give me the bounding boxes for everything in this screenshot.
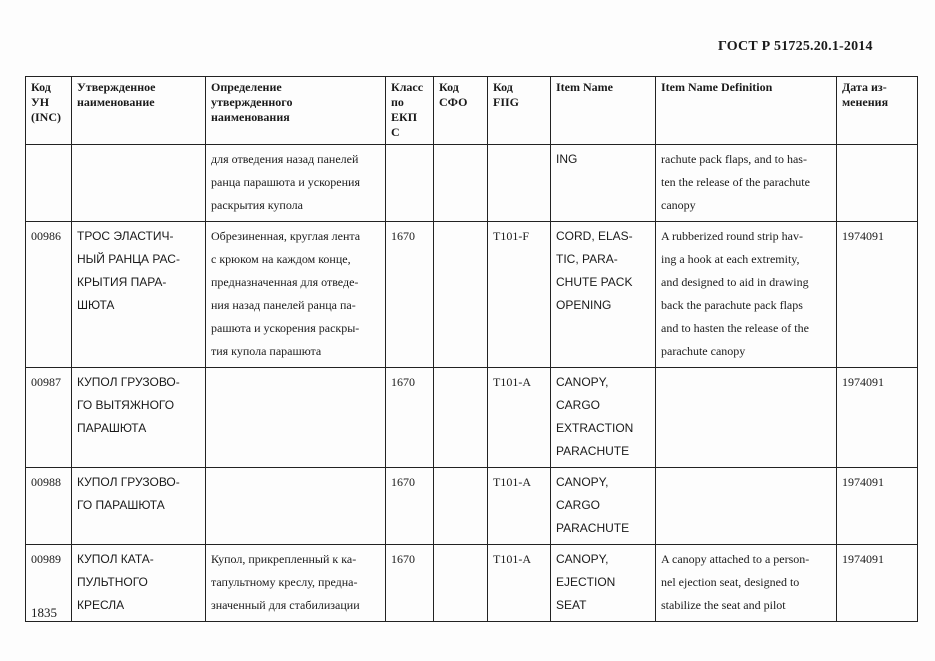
cell-definition: Обрезиненная, круглая лента с крюком на каждом конце, предназначенная для отведе- ния назад панелей ранца па- рашюта и ускорения раскры- тия купола парашюта (206, 222, 386, 368)
col-header-definition: Определение утвержденного наименования (206, 77, 386, 145)
table-row (26, 368, 918, 468)
cell-code: 00988 (26, 468, 72, 545)
cell-class: 1670 (386, 368, 434, 468)
cell-class: 1670 (386, 222, 434, 368)
cell-fiig (488, 145, 551, 222)
cell-item-name: CORD, ELAS- TIC, PARA- CHUTE PACK OPENING (551, 222, 656, 368)
cell-item-definition: A canopy attached to a person- nel ejection seat, designed to stabilize the seat and pilot (656, 545, 837, 622)
cell-name: ТРОС ЭЛАСТИЧ- НЫЙ РАНЦА РАС- КРЫТИЯ ПАРА- ШЮТА (72, 222, 206, 368)
cell-definition: Купол, прикрепленный к ка- тапультному креслу, предна- значенный для стабилизации (206, 545, 386, 622)
cell-sfo (434, 222, 488, 368)
cell-fiig: T101-F (488, 222, 551, 368)
cell-fiig: T101-A (488, 468, 551, 545)
table-row (26, 222, 918, 368)
cell-sfo (434, 468, 488, 545)
cell-sfo (434, 545, 488, 622)
cell-date: 1974091 (837, 368, 918, 468)
cell-class (386, 145, 434, 222)
col-header-item-definition: Item Name Definition (656, 77, 837, 145)
col-header-date: Дата из- менения (837, 77, 918, 145)
table-row (26, 145, 918, 222)
cell-definition (206, 368, 386, 468)
cell-fiig: T101-A (488, 545, 551, 622)
document-code: ГОСТ Р 51725.20.1-2014 (718, 39, 873, 54)
cell-item-definition (656, 468, 837, 545)
cell-class: 1670 (386, 545, 434, 622)
cell-name: КУПОЛ ГРУЗОВО- ГО ВЫТЯЖНОГО ПАРАШЮТА (72, 368, 206, 468)
cell-date: 1974091 (837, 468, 918, 545)
cell-date: 1974091 (837, 545, 918, 622)
cell-name: КУПОЛ ГРУЗОВО- ГО ПАРАШЮТА (72, 468, 206, 545)
cell-date (837, 145, 918, 222)
cell-code: 00987 (26, 368, 72, 468)
cell-definition (206, 468, 386, 545)
cell-item-name: ING (551, 145, 656, 222)
table-row (26, 468, 918, 545)
table-header-row (26, 77, 918, 145)
col-header-class: Класс по ЕКП С (386, 77, 434, 145)
cell-item-name: CANOPY, CARGO EXTRACTION PARACHUTE (551, 368, 656, 468)
col-header-fiig: Код FIIG (488, 77, 551, 145)
col-header-approved-name: Утвержденное наименование (72, 77, 206, 145)
col-header-item-name: Item Name (551, 77, 656, 145)
cell-item-definition (656, 368, 837, 468)
cell-sfo (434, 145, 488, 222)
col-header-inc: Код УН (INC) (26, 77, 72, 145)
cell-item-definition: A rubberized round strip hav- ing a hook at each extremity, and designed to aid in drawing back the parachute pack flaps and to hasten the release of the parachute canopy (656, 222, 837, 368)
cell-code (26, 145, 72, 222)
cell-definition: для отведения назад панелей ранца парашюта и ускорения раскрытия купола (206, 145, 386, 222)
table-row (26, 545, 918, 622)
cell-name (72, 145, 206, 222)
cell-item-name: CANOPY, EJECTION SEAT (551, 545, 656, 622)
nomenclature-table (25, 76, 918, 622)
cell-fiig: T101-A (488, 368, 551, 468)
page-number: 1835 (31, 605, 57, 620)
cell-code: 00989 (26, 545, 72, 622)
cell-class: 1670 (386, 468, 434, 545)
col-header-sfo: Код СФО (434, 77, 488, 145)
cell-sfo (434, 368, 488, 468)
cell-name: КУПОЛ КАТА- ПУЛЬТНОГО КРЕСЛА (72, 545, 206, 622)
cell-item-name: CANOPY, CARGO PARACHUTE (551, 468, 656, 545)
cell-date: 1974091 (837, 222, 918, 368)
cell-item-definition: rachute pack flaps, and to has- ten the release of the parachute canopy (656, 145, 837, 222)
cell-code: 00986 (26, 222, 72, 368)
